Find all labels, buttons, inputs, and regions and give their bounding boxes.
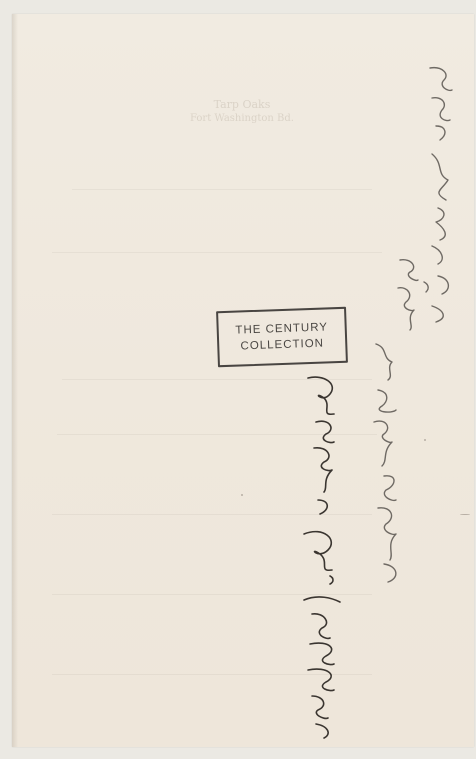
letter-page: [12, 14, 474, 747]
handwriting-ink: [12, 14, 474, 747]
signature-ink: [304, 377, 340, 738]
handwriting-line2-ink: [374, 260, 418, 582]
letterhead-line1: Tarp Oaks: [213, 98, 271, 111]
stamp-line2: COLLECTION: [240, 337, 325, 353]
handwriting-line1-ink: [424, 68, 452, 322]
stamp-line1: THE CENTURY: [235, 321, 329, 337]
letterhead-line2: Fort Washington Bd.: [190, 113, 294, 124]
